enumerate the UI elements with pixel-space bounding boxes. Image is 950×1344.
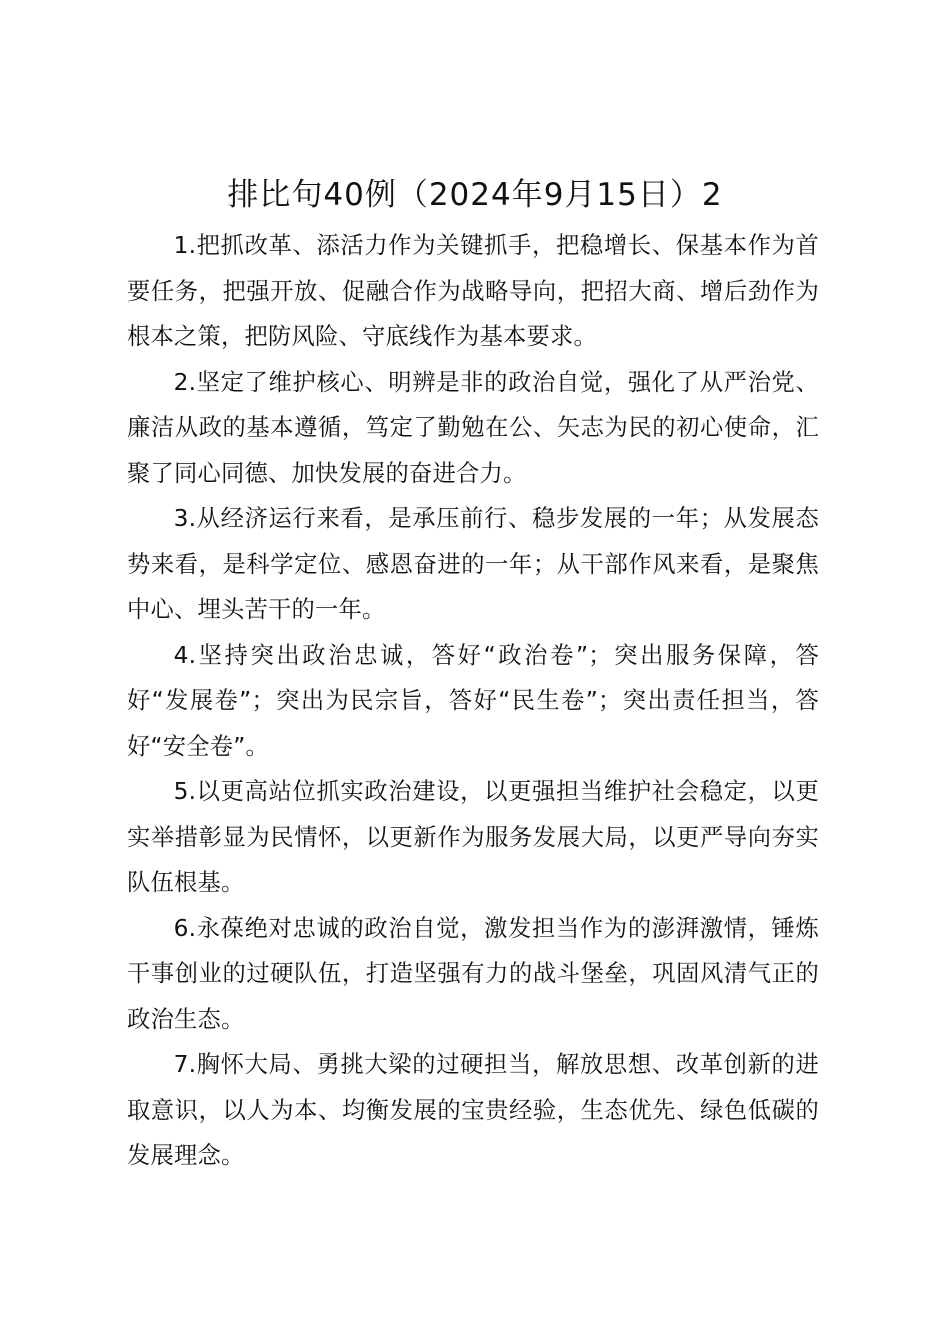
paragraph-1: 1.把抓改革、添活力作为关键抓手，把稳增长、保基本作为首要任务，把强开放、促融合作为战略导向，把招大商、增后劲作为根本之策，把防风险、守底线作为基本要求。 xyxy=(127,232,819,350)
paragraph-4: 4.坚持突出政治忠诚，答好“政治卷”；突出服务保障，答好“发展卷”；突出为民宗旨，答好“民生卷”；突出责任担当，答好“安全卷”。 xyxy=(127,641,819,760)
paragraph-3: 3.从经济运行来看，是承压前行、稳步发展的一年；从发展态势来看，是科学定位、感恩奋进的一年；从干部作风来看，是聚焦中心、埋头苦干的一年。 xyxy=(127,505,819,623)
paragraph-7: 7.胸怀大局、勇挑大梁的过硬担当，解放思想、改革创新的进取意识，以人为本、均衡发展的宝贵经验，生态优先、绿色低碳的发展理念。 xyxy=(127,1051,819,1169)
page-title: 排比句40例（2024年9月15日）2 xyxy=(227,177,723,213)
paragraph-2: 2.坚定了维护核心、明辨是非的政治自觉，强化了从严治党、廉洁从政的基本遵循，笃定了勤勉在公、矢志为民的初心使命，汇聚了同心同德、加快发展的奋进合力。 xyxy=(127,368,819,487)
paragraph-6: 6.永葆绝对忠诚的政治自觉，激发担当作为的澎湃激情，锤炼干事创业的过硬队伍，打造坚强有力的战斗堡垒，巩固风清气正的政治生态。 xyxy=(127,914,819,1033)
paragraph-5: 5.以更高站位抓实政治建设，以更强担当维护社会稳定，以更实举措彰显为民情怀，以更新作为服务发展大局，以更严导向夯实队伍根基。 xyxy=(127,778,819,896)
document-body xyxy=(127,223,819,1179)
